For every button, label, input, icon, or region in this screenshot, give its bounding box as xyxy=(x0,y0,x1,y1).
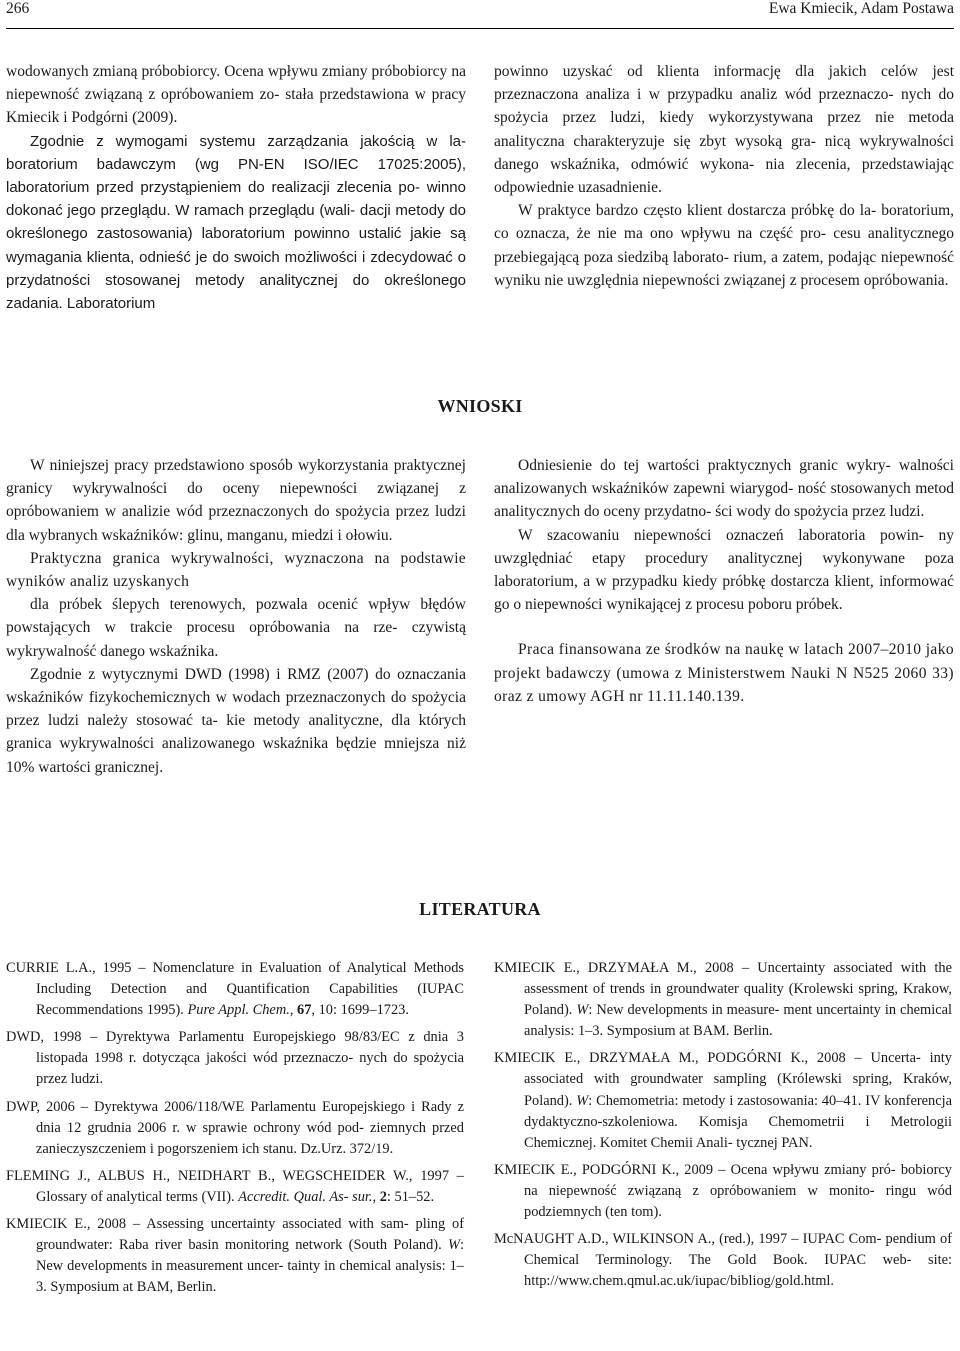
intro-left-column xyxy=(6,60,466,315)
reference-text: Accredit. Qual. As- sur. xyxy=(238,1188,373,1205)
conclusions-paragraph: W szacowaniu niepewności oznaczeń laboratoria powin- ny uwzględniać etapy procedury analitycznej wykonywane poza laboratorium, a w przypadku kiedy próbkę dostarcza klient, informować go o niepewności wynikającej z procesu poboru próbek. xyxy=(494,526,954,614)
reference-entry xyxy=(6,1097,464,1160)
reference-text: KMIECIK E., DRZYMAŁA M., 2008 – Uncertainty associated with the assessment of trends in groundwater quality (Krolewski spring, Krakow, Poland). xyxy=(494,960,952,1019)
conclusions-left-column xyxy=(6,454,466,779)
intro-paragraph: powinno uzyskać od klienta informację dla jakich celów jest przeznaczona analiza i w przypadku analiz wód przeznaczo- nych do spożycia przez ludzi, kiedy wykorzystywana przez nie metoda analityczna charakteryzuje się zbyt wysoką gra- nicą wykrywalności danego wskaźnika, odmówić wykona- nia zlecenia, przedstawiając odpowiednie uzasadnienie. xyxy=(494,63,954,197)
reference-entry xyxy=(494,1229,952,1292)
conclusions-paragraph: Praktyczna granica wykrywalności, wyznaczona na podstawie wyników analiz uzyskanych xyxy=(6,549,466,591)
reference-entry xyxy=(6,1214,464,1298)
reference-text: : New developments in measure- ment uncertainty in chemical analysis: 1–3. Symposium at BAM. Berlin. xyxy=(524,1002,952,1040)
reference-text: KMIECIK E., PODGÓRNI K., 2009 – Ocena wpływu zmiany pró- bobiorcy na niepewność związaną z opróbowaniem w monito- ringu wód podziemnych (ten tom). xyxy=(494,1161,952,1221)
conclusions-paragraph: Zgodnie z wytycznymi DWD (1998) i RMZ (2007) do oznaczania wskaźników fizykochemicznych w wodach przeznaczonych do spożycia przez ludzi należy stosować ta- kie metody analityczne, dla których granica wykrywalności analizowanego wskaźnika będzie mniejsza niż 10% wartości granicznej. xyxy=(6,665,466,776)
reference-text: 67 xyxy=(297,1002,312,1019)
reference-entry xyxy=(494,1048,952,1153)
reference-text: CURRIE L.A., 1995 – Nomenclature in Evaluation of Analytical Methods Including Detection and Quantification Capabilities (IUPAC Recommendations 1995). xyxy=(6,960,464,1019)
reference-entry xyxy=(6,1027,464,1090)
intro-paragraph: Zgodnie z wymogami systemu zarządzania jakością w la- boratorium badawczym (wg PN-EN ISO/IEC 17025:2005), laboratorium przed przystąpieniem do realizacji zlecenia po- winno dokonać jego przeglądu. W ramach przeglądu (wali- dacji metody do określonego zastosowania) laboratorium powinno ustalić jakie są wymagania klienta, odnieść je do swoich możliwości i zdecydować o przydatności stosowanej metody analitycznej do określonego zadania. Laboratorium xyxy=(6,132,466,313)
reference-entry xyxy=(6,1166,464,1208)
intro-paragraph: wodowanych zmianą próbobiorcy. Ocena wpływu zmiany próbobiorcy na niepewność związaną z opróbowaniem zo- stała przedstawiona w pracy Kmiecik i Podgórni (2009). xyxy=(6,63,466,127)
reference-text: W xyxy=(576,1002,589,1019)
reference-text: , xyxy=(372,1188,380,1205)
intro-right-column xyxy=(494,60,954,292)
reference-entry xyxy=(494,1160,952,1223)
page-number: 266 xyxy=(6,0,30,17)
reference-text: KMIECIK E., DRZYMAŁA M., PODGÓRNI K., 2008 – Uncerta- inty associated with groundwater sampling (Królewski spring, Kraków, Poland). xyxy=(494,1050,952,1109)
reference-text: W xyxy=(448,1237,460,1254)
conclusions-paragraph: dla próbek ślepych terenowych, pozwala ocenić wpływ błędów powstających w trakcie procesu opróbowania na rze- czywistą wykrywalność danego wskaźnika. xyxy=(6,596,466,660)
reference-text: 2 xyxy=(379,1188,387,1205)
conclusions-right-column xyxy=(494,454,954,708)
reference-text: , xyxy=(289,1002,298,1019)
running-header xyxy=(6,0,954,29)
reference-text: : Chemometria: metody i zastosowania: 40–41. IV konferencja dydaktyczno-szkoleniowa. Komisja Chemometrii i Metrologii Chemicznej. Komitet Chemii Anali- tycznej PAN. xyxy=(524,1092,952,1151)
reference-text: DWP, 2006 – Dyrektywa 2006/118/WE Parlamentu Europejskiego i Rady z dnia 12 grudnia 2006 r. w sprawie ochrony wód pod- ziemnych przed zanieczyszczeniem i pogorszeniem ich stanu. Dz.Urz. 372/19. xyxy=(6,1098,464,1157)
reference-text: Pure Appl. Chem. xyxy=(187,1002,290,1019)
conclusions-paragraph: W niniejszej pracy przedstawiono sposób wykorzystania praktycznej granicy wykrywalności do oceny niepewności związanej z opróbowaniem w analizie wód przeznaczonych do spożycia przez ludzi dla wybranych wskaźników: glinu, manganu, miedzi i ołowiu. xyxy=(6,457,466,544)
reference-text: FLEMING J., ALBUS H., NEIDHART B., WEGSCHEIDER W., 1997 – Glossary of analytical terms (VII). xyxy=(6,1167,464,1205)
references-left-column xyxy=(6,958,464,1304)
conclusions-paragraph: Odniesienie do tej wartości praktycznych granic wykry- walności analizowanych wskaźników zapewni wiarygod- ność stosowanych metod analitycznych do oceny przydatno- ści wody do spożycia przez ludzi. xyxy=(494,457,954,521)
section-heading-literature: LITERATURA xyxy=(419,899,541,919)
reference-text: McNAUGHT A.D., WILKINSON A., (red.), 1997 – IUPAC Com- pendium of Chemical Terminology. The Gold Book. IUPAC web- site: http://www.chem.qmul.ac.uk/iupac/bibliog/gold.html. xyxy=(494,1231,952,1290)
section-heading-conclusions: WNIOSKI xyxy=(437,396,523,416)
reference-entry xyxy=(6,958,464,1021)
reference-text: W xyxy=(576,1092,589,1109)
references-right-column xyxy=(494,958,952,1298)
reference-text: , 10: 1699–1723. xyxy=(311,1002,409,1019)
intro-paragraph: W praktyce bardzo często klient dostarcza próbkę do la- boratorium, co oznacza, że nie ma ono wpływu na część pro- cesu analitycznego przebiegającą poza siedzibą laborato- rium, a zatem, podając niepewność wyniku nie uwzględnia niepewności związanej z procesem opróbowania. xyxy=(494,202,954,289)
reference-text: KMIECIK E., 2008 – Assessing uncertainty associated with sam- pling of groundwater: Raba river basin monitoring network (South Poland). xyxy=(6,1216,464,1254)
reference-text: : New developments in measurement uncer- tainty in chemical analysis: 1–3. Symposium at BAM, Berlin. xyxy=(36,1237,464,1296)
reference-text: : 51–52. xyxy=(386,1188,435,1205)
running-head-authors: Ewa Kmiecik, Adam Postawa xyxy=(768,0,954,17)
funding-note: Praca finansowana ze środków na naukę w latach 2007–2010 jako projekt badawczy (umowa z Ministerstwem Nauki N N525 2060 33) oraz z umowy AGH nr 11.11.140.139. xyxy=(494,641,954,705)
reference-entry xyxy=(494,958,952,1042)
reference-text: DWD, 1998 – Dyrektywa Parlamentu Europejskiego 98/83/EC z dnia 3 listopada 1998 r. dotycząca jakości wód przeznaczo- nych do spożycia przez ludzi. xyxy=(6,1029,464,1088)
